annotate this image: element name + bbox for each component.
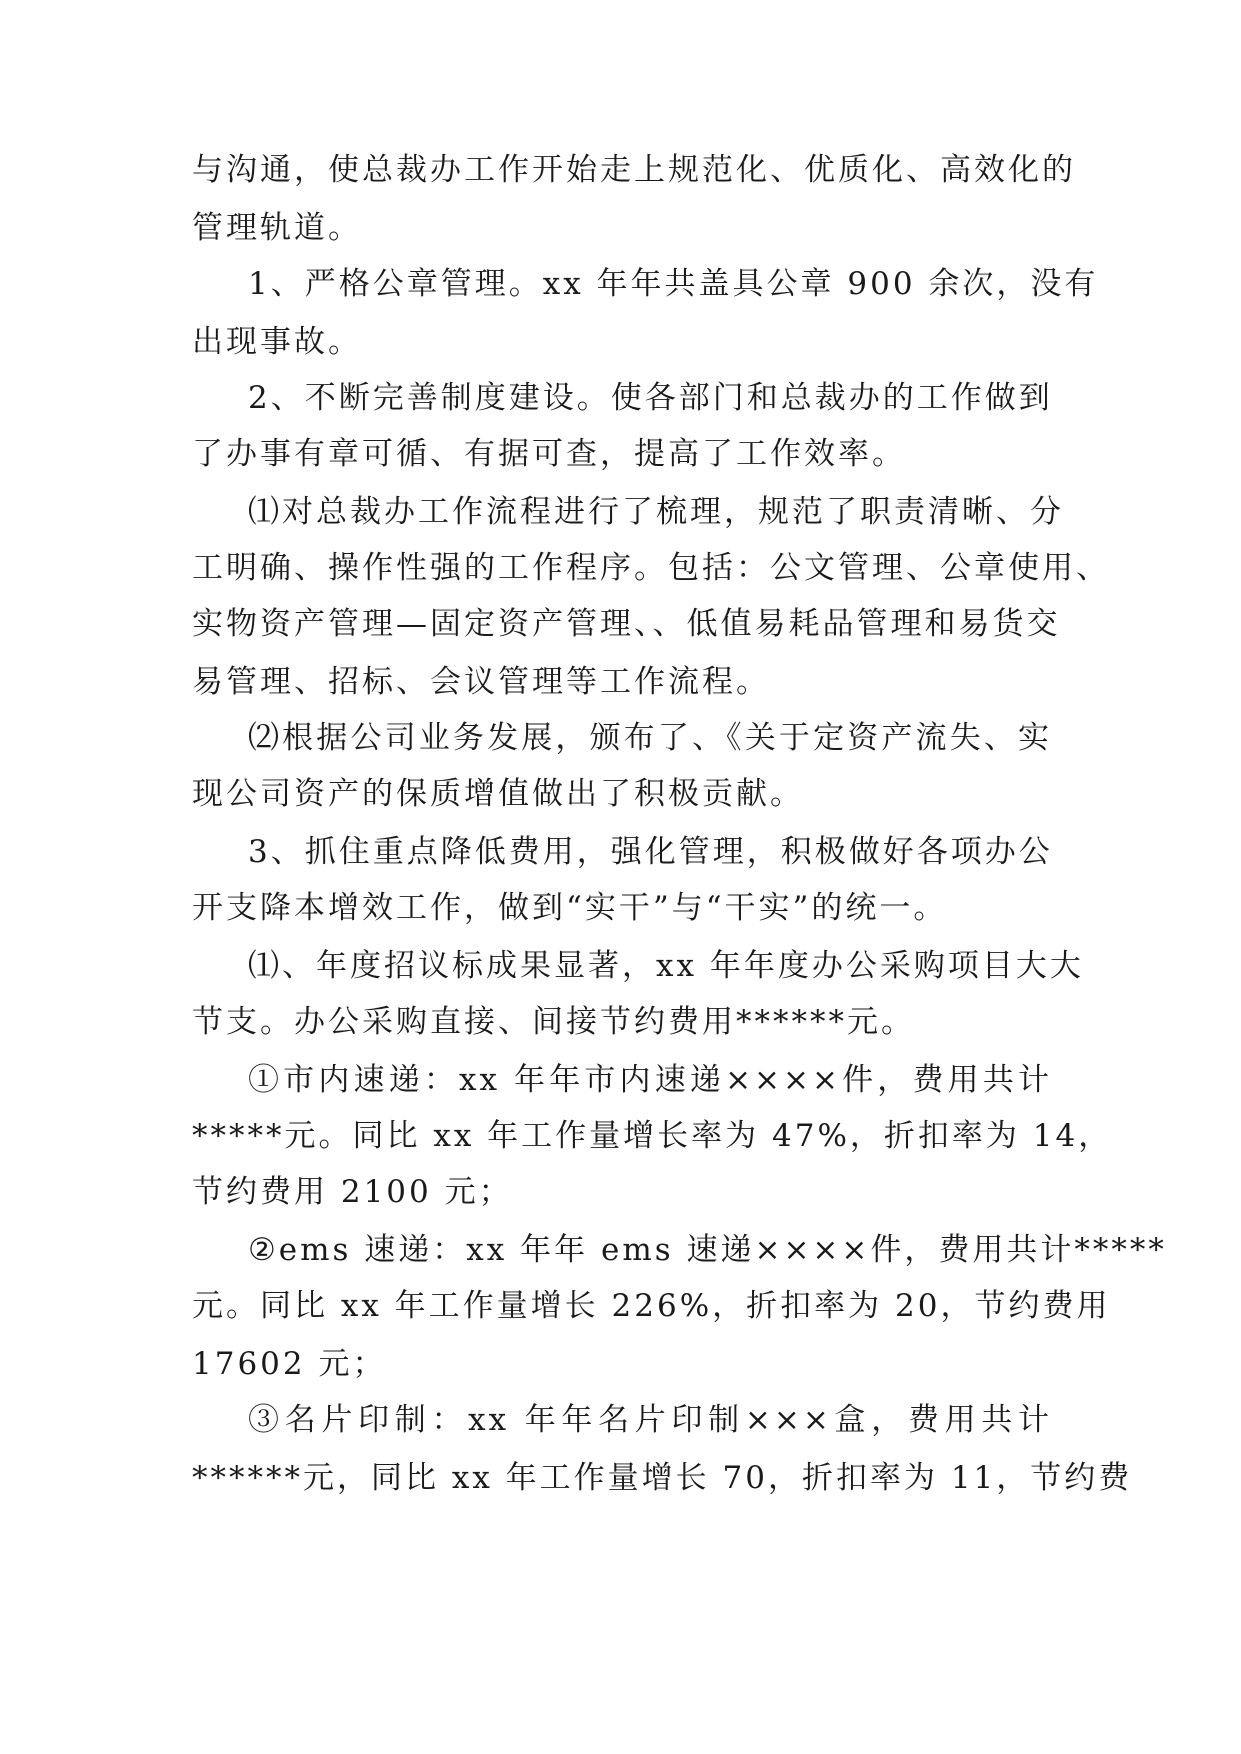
paragraph-line: *****元。同比 xx 年工作量增长率为 47%，折扣率为 14， [192, 1118, 1113, 1154]
paragraph-line: 工明确、操作性强的工作程序。包括：公文管理、公章使用、 [192, 550, 1110, 586]
paragraph-line: 易管理、招标、会议管理等工作流程。 [192, 664, 770, 700]
paragraph-line: 与沟通，使总裁办工作开始走上规范化、优质化、高效化的 [192, 152, 1076, 188]
circled-item-3-line: ③名片印制：xx 年年名片印制×××盒，费用共计 [248, 1402, 1052, 1438]
circled-item-2-line: ②ems 速递：xx 年年 ems 速递××××件，费用共计***** [248, 1232, 1167, 1268]
sub-item-1-line: ⑴对总裁办工作流程进行了梳理，规范了职责清晰、分 [248, 494, 1064, 530]
paragraph-line: ******元，同比 xx 年工作量增长 70，折扣率为 11，节约费 [192, 1460, 1133, 1496]
sub-item-1-line: ⑴、年度招议标成果显著，xx 年年度办公采购项目大大 [248, 948, 1084, 984]
list-item-3-line: 3、抓住重点降低费用，强化管理，积极做好各项办公 [248, 834, 1053, 870]
paragraph-line: 节支。办公采购直接、间接节约费用******元。 [192, 1004, 915, 1040]
paragraph-line: 元。同比 xx 年工作量增长 226%，折扣率为 20，节约费用 [192, 1288, 1111, 1324]
circled-item-1-line: ①市内速递：xx 年年市内速递××××件，费用共计 [248, 1062, 1052, 1098]
list-item-1-line: 1、严格公章管理。xx 年年共盖具公章 900 余次，没有 [248, 266, 1099, 302]
paragraph-line: 了办事有章可循、有据可查，提高了工作效率。 [192, 436, 906, 472]
paragraph-line: 管理轨道。 [192, 210, 362, 246]
paragraph-line: 出现事故。 [192, 324, 362, 360]
paragraph-line: 实物资产管理—固定资产管理、、低值易耗品管理和易货交 [192, 606, 1061, 642]
sub-item-2-line: ⑵根据公司业务发展，颁布了、《关于定资产流失、实 [248, 720, 1052, 756]
paragraph-line: 节约费用 2100 元； [192, 1174, 513, 1210]
paragraph-line: 现公司资产的保质增值做出了积极贡献。 [192, 776, 804, 812]
paragraph-line: 开支降本增效工作，做到“实干”与“干实”的统一。 [192, 890, 948, 926]
list-item-2-line: 2、不断完善制度建设。使各部门和总裁办的工作做到 [248, 380, 1053, 416]
paragraph-line: 17602 元； [192, 1346, 387, 1382]
